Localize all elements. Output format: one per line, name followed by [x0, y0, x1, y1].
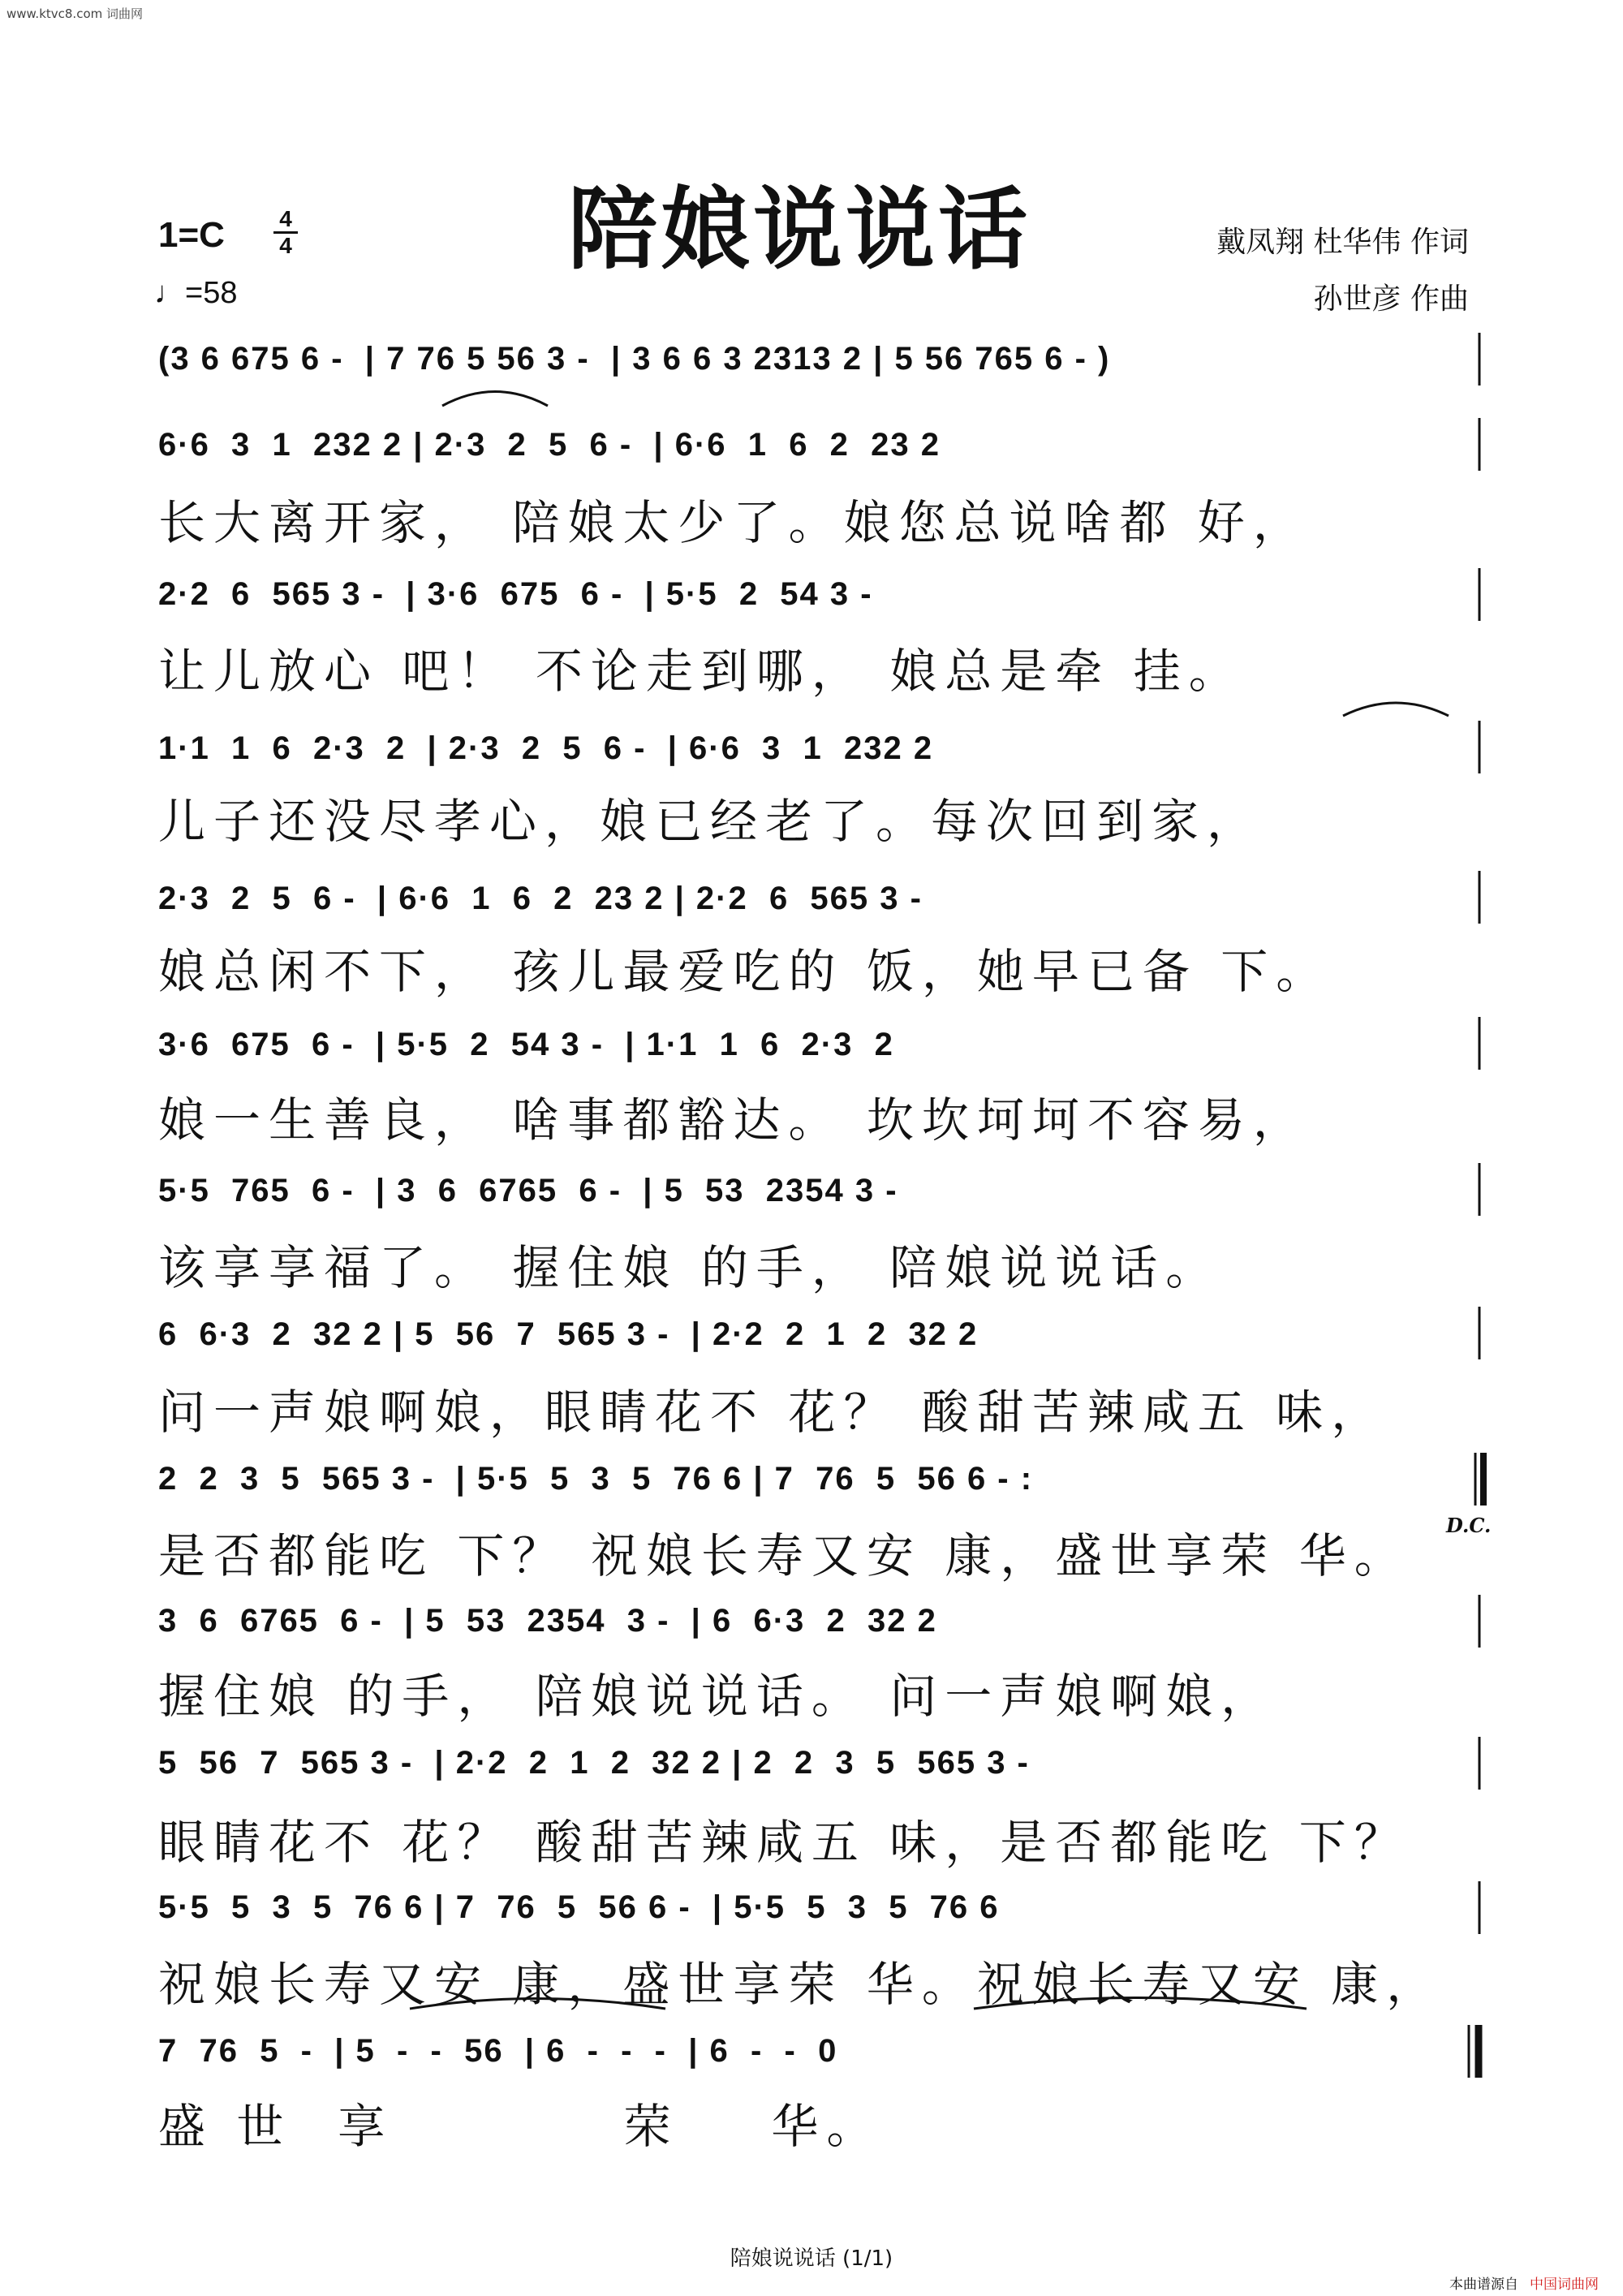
- song-title: 陪娘说说话: [568, 177, 1031, 282]
- notation-line-6: 5·5 765 6 - | 3 6 6765 6 - | 5 53 2354 3 -: [158, 1173, 898, 1208]
- source-label: 本曲谱源自: [1449, 2277, 1518, 2293]
- lyric-line-10: 眼睛花不 花？ 酸甜苦辣咸五 味，是否都能吃 下？: [158, 1815, 1410, 1870]
- notation-line-9: 3 6 6765 6 - | 5 53 2354 3 - | 6 6·3 2 32 2: [158, 1603, 937, 1639]
- lyric-line-7: 问一声娘啊娘，眼睛花不 花？ 酸甜苦辣咸五 味，: [158, 1385, 1387, 1440]
- notation-line-12: 7 76 5 - | 5 - - 56 | 6 - - - | 6 - - 0: [158, 2033, 838, 2069]
- tempo-marking: ♩=58: [154, 276, 238, 310]
- notation-line-3: 1·1 1 6 2·3 2 | 2·3 2 5 6 - | 6·6 3 1 232 2: [158, 730, 934, 766]
- notation-line-7: 6 6·3 2 32 2 | 5 56 7 565 3 - | 2·2 2 1 2 32 2: [158, 1316, 979, 1352]
- lyricist-credit: 戴凤翔 杜华伟 作词: [1216, 226, 1469, 259]
- tie: [1343, 703, 1449, 716]
- tie: [442, 392, 548, 407]
- page-footer: 陪娘说说话 (1/1): [730, 2246, 893, 2271]
- composer-credit: 孙世彦 作曲: [1313, 282, 1469, 316]
- time-signature: [272, 207, 299, 258]
- lyric-line-8: 是否都能吃 下？ 祝娘长寿又安 康，盛世享荣 华。: [158, 1528, 1410, 1583]
- lyric-line-3: 儿子还没尽孝心，娘已经老了。每次回到家，: [158, 794, 1263, 849]
- notation-line-8: 2 2 3 5 565 3 - | 5·5 5 3 5 76 6 | 7 76 5 56 6 - :: [158, 1461, 1034, 1497]
- notation-line-5: 3·6 675 6 - | 5·5 2 54 3 - | 1·1 1 6 2·3 2: [158, 1027, 894, 1062]
- lyric-line-2: 让儿放心 吧！ 不论走到哪， 娘总是牵 挂。: [158, 644, 1244, 699]
- notation-line-10: 5 56 7 565 3 - | 2·2 2 1 2 32 2 | 2 2 3 5 565 3 -: [158, 1745, 1030, 1781]
- time-signature-top: 4: [279, 206, 292, 231]
- lyric-line-9: 握住娘 的手， 陪娘说说话。 问一声娘啊娘，: [158, 1669, 1276, 1724]
- lyric-line-1: 长大离开家， 陪娘太少了。娘您总说啥都 好，: [158, 495, 1308, 550]
- source-site-link[interactable]: 中国词曲网: [1530, 2277, 1599, 2293]
- site-label: www.ktvc8.com 词曲网: [6, 6, 144, 21]
- time-signature-bottom: 4: [279, 233, 292, 258]
- lyric-line-4: 娘总闲不下， 孩儿最爱吃的 饭，她早已备 下。: [158, 944, 1332, 999]
- lyric-line-11: 祝娘长寿又安 康，盛世享荣 华。祝娘长寿又安 康，: [158, 1957, 1442, 2012]
- notation-line-2: 2·2 6 565 3 - | 3·6 675 6 - | 5·5 2 54 3 -: [158, 576, 873, 612]
- source-credit: [1449, 2272, 1599, 2293]
- notation-line-1: 6·6 3 1 232 2 | 2·3 2 5 6 - | 6·6 1 6 2 23 2: [158, 427, 941, 463]
- key-signature: 1=C: [158, 215, 225, 255]
- lyric-line-12: 盛 世 享 荣 华。: [158, 2099, 882, 2154]
- lyric-line-6: 该享享福了。 握住娘 的手， 陪娘说说话。: [158, 1240, 1221, 1295]
- lyric-line-5: 娘一生善良， 啥事都豁达。 坎坎坷坷不容易，: [158, 1092, 1308, 1148]
- dc-marking: D.C.: [1446, 1514, 1492, 1537]
- intro-notation: (3 6 675 6 - | 7 76 5 56 3 - | 3 6 6 3 2313 2 | 5 56 765 6 - ): [158, 341, 1111, 377]
- notation-line-4: 2·3 2 5 6 - | 6·6 1 6 2 23 2 | 2·2 6 565 3 -: [158, 881, 923, 916]
- notation-line-11: 5·5 5 3 5 76 6 | 7 76 5 56 6 - | 5·5 5 3 5 76 6: [158, 1889, 1000, 1925]
